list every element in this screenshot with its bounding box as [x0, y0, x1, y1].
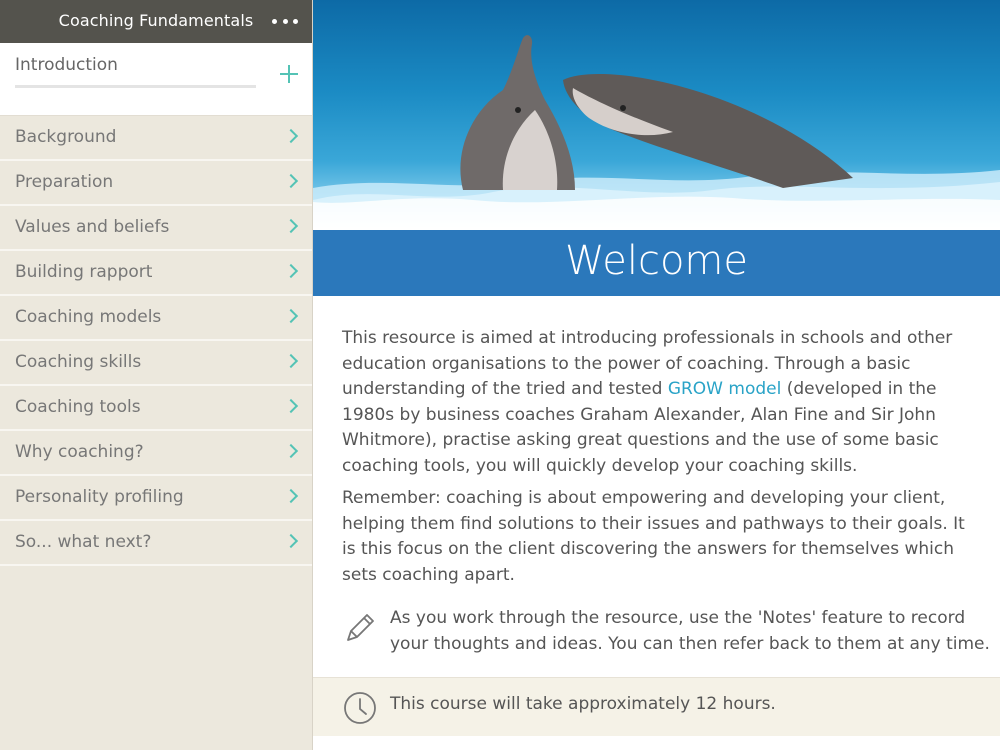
grow-model-link[interactable]: GROW model — [667, 379, 782, 399]
intro-text — [342, 326, 972, 595]
main-content — [313, 0, 1000, 750]
paragraph-1-text-end: (developed in the 1980s by business coaches Graham Alexander, Alan Fine and Sir John Whitmore), practise asking great questions and the use of some basic coaching tools, you will quickly develop your coaching skills. — [342, 379, 939, 476]
sidebar-item-personality-profiling[interactable] — [0, 476, 312, 521]
sidebar-item-label: Coaching models — [15, 307, 162, 327]
sidebar-item-values-and-beliefs[interactable] — [0, 206, 312, 251]
sidebar-item-label: Coaching skills — [15, 352, 142, 372]
pencil-icon — [342, 610, 378, 646]
sidebar-nav — [0, 116, 312, 566]
sidebar — [0, 0, 313, 750]
duration-text: This course will take approximately 12 hours. — [390, 694, 776, 714]
sidebar-item-so-what-next[interactable] — [0, 521, 312, 566]
title-bar — [313, 230, 1000, 296]
chevron-right-icon — [284, 309, 298, 323]
sidebar-item-building-rapport[interactable] — [0, 251, 312, 296]
sidebar-item-label: Values and beliefs — [15, 217, 170, 237]
sidebar-item-coaching-models[interactable] — [0, 296, 312, 341]
page-title: Welcome — [565, 238, 748, 284]
sidebar-item-background[interactable] — [0, 116, 312, 161]
sidebar-item-coaching-tools[interactable] — [0, 386, 312, 431]
hero-image — [313, 0, 1000, 230]
chevron-right-icon — [284, 129, 298, 143]
chevron-right-icon — [284, 444, 298, 458]
chevron-right-icon — [284, 489, 298, 503]
chevron-right-icon — [284, 174, 298, 188]
current-section-label: Introduction — [15, 55, 118, 75]
sidebar-item-preparation[interactable] — [0, 161, 312, 206]
chevron-right-icon — [284, 399, 298, 413]
sidebar-item-label: Coaching tools — [15, 397, 141, 417]
paragraph-2: Remember: coaching is about empowering and developing your client, helping them find solutions to their issues and pathways to their goals. It is this focus on the client discovering the answers for themselves which sets coaching apart. — [342, 488, 965, 585]
sidebar-item-label: Why coaching? — [15, 442, 144, 462]
sidebar-item-label: Preparation — [15, 172, 114, 192]
duration-bar — [313, 677, 1000, 736]
more-options-icon[interactable] — [272, 12, 298, 30]
sidebar-item-why-coaching[interactable] — [0, 431, 312, 476]
chevron-right-icon — [284, 354, 298, 368]
dolphins-illustration — [313, 0, 1000, 230]
paragraph-1 — [342, 326, 972, 479]
chevron-right-icon — [284, 534, 298, 548]
chevron-right-icon — [284, 219, 298, 233]
sidebar-item-label: So... what next? — [15, 532, 152, 552]
paragraph-1-text: This resource is aimed at introducing professionals in schools and other education organisations to the power of coaching. Through a basic understanding of the tried and tested — [342, 328, 953, 399]
sidebar-item-label: Personality profiling — [15, 487, 184, 507]
chevron-right-icon — [284, 264, 298, 278]
sidebar-item-coaching-skills[interactable] — [0, 341, 312, 386]
sidebar-item-label: Background — [15, 127, 117, 147]
plus-icon[interactable] — [280, 65, 298, 83]
section-progress-bar — [15, 85, 256, 88]
sidebar-item-label: Building rapport — [15, 262, 153, 282]
course-title: Coaching Fundamentals — [58, 11, 254, 30]
sidebar-current-section[interactable] — [0, 43, 312, 116]
notes-tip — [342, 606, 990, 658]
sidebar-header — [0, 0, 312, 43]
notes-tip-text: As you work through the resource, use the 'Notes' feature to record your thoughts and ideas. You can then refer back to them at any time. — [390, 608, 990, 654]
clock-icon — [342, 690, 378, 726]
